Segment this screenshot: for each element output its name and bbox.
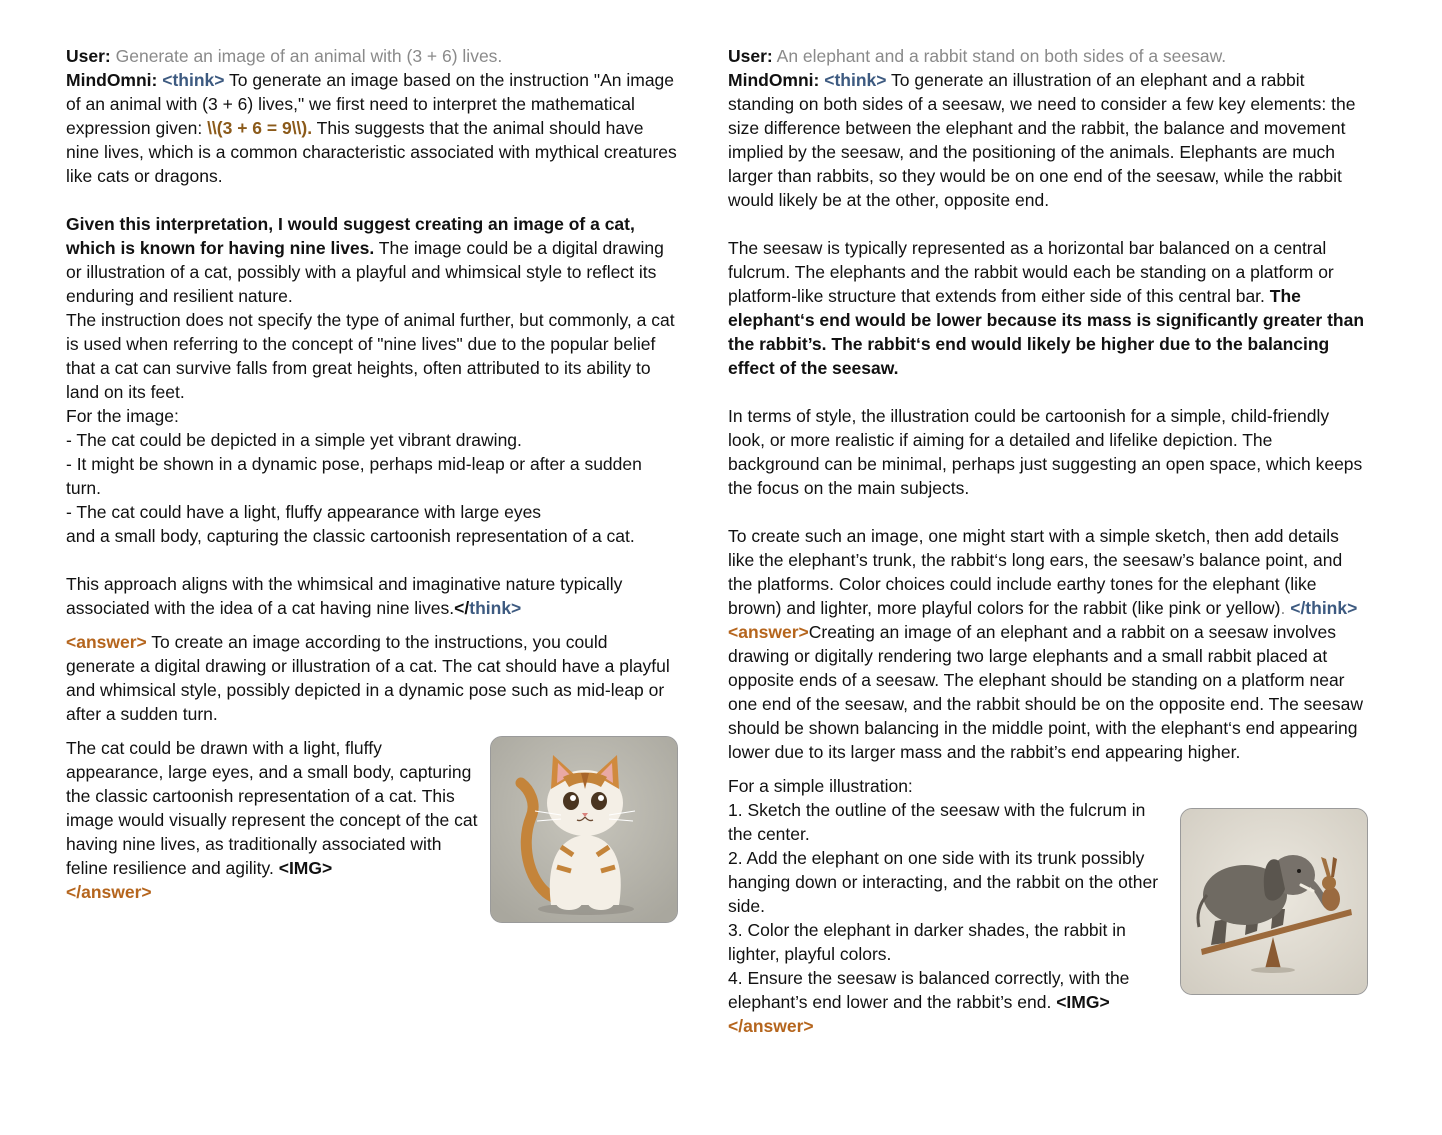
step-2: 2. Add the elephant on one side with its trunk possibly hanging down or interacting, and the rabbit on the other side. xyxy=(728,848,1159,916)
think-open-tag: <think> xyxy=(824,70,887,90)
think-close-tag: </think> xyxy=(1290,598,1358,618)
answer-paragraph-1: <answer> To create an image according to the instructions, you could generate a digital drawing or illustration of a cat. The cat should have a playful and whimsical style, possibly depicted in a dynamic pose such as mid-leap or after a sudden turn. xyxy=(66,632,670,724)
cat-image xyxy=(490,736,678,923)
answer-open-tag: <answer> xyxy=(66,632,147,652)
left-example xyxy=(66,44,678,923)
bold-physics: The elephant‘s end would be lower because its mass is significantly greater than the rabbit’s. The rabbit‘s end would likely be higher due to the balancing effect of the seesaw. xyxy=(728,286,1365,378)
user-prompt: Generate an image of an animal with (3 + 6) lives. xyxy=(115,46,503,66)
answer-open-tag: <answer> xyxy=(728,622,809,642)
for-image-label: For the image: xyxy=(66,406,179,426)
step-1: 1. Sketch the outline of the seesaw with the fulcrum in the center. xyxy=(728,800,1146,844)
think-close-tag: think> xyxy=(469,598,522,618)
bullet-2: - It might be shown in a dynamic pose, perhaps mid-leap or after a sudden turn. xyxy=(66,454,642,498)
step-4: 4. Ensure the seesaw is balanced correctly, with the elephant’s end lower and the rabbit’s end. <IMG> </answer> xyxy=(728,968,1130,1036)
answer-paragraph-2: The cat could be drawn with a light, fluffy appearance, large eyes, and a small body, capturing the classic cartoonish representation of a cat. This image would visually represent the concept of the cat having nine lives, as traditionally associated with feline resilience and agility. <IMG> </answer> xyxy=(66,738,478,902)
bullet-3a: - The cat could have a light, fluffy appearance with large eyes xyxy=(66,502,542,522)
elephant-rabbit-image xyxy=(1180,808,1368,995)
think-paragraph-3: The instruction does not specify the type of animal further, but commonly, a cat is used when referring to the concept of "nine lives" due to the popular belief that a cat can survive falls from great heights, often attributed to its ability to land on its feet. xyxy=(66,310,675,402)
answer-paragraph-1: <answer>Creating an image of an elephant and a rabbit on a seesaw involves drawing or digitally rendering two large elephants and a small rabbit placed at opposite ends of a seesaw. The elephant should be standing on a platform near one end of the seesaw, and the rabbit should be on the opposite end. The seesaw should be shown balancing in the middle point, with the elephant‘s end appearing lower due to its larger mass and the rabbit’s end appearing higher. xyxy=(728,622,1364,762)
think-paragraph-1: MindOmni: <think> To generate an image based on the instruction "An image of an animal with (3 + 6) lives," we first need to interpret the mathematical expression given: \\(3 + 6 = 9\\). This suggests that the animal should have nine lives, which is a common characteristic associated with mythical creatures like cats or dragons. xyxy=(66,70,677,186)
bold-suggestion: Given this interpretation, I would suggest creating an image of a cat, which is known for having nine lives. xyxy=(66,214,635,258)
user-turn xyxy=(66,44,678,68)
think-paragraph-2: The seesaw is typically represented as a horizontal bar balanced on a central fulcrum. The elephants and the rabbit would each be standing on a platform or platform-like structure that extends from either side of this central bar. The elephant‘s end would be lower because its mass is significantly greater than the rabbit’s. The rabbit‘s end would likely be higher due to the balancing effect of the seesaw. xyxy=(728,238,1365,378)
img-token: <IMG> xyxy=(1056,992,1110,1012)
user-label: User: xyxy=(728,46,773,66)
think-paragraph-2: Given this interpretation, I would suggest creating an image of a cat, which is known for having nine lives. The image could be a digital drawing or illustration of a cat, possibly with a playful and whimsical style to reflect its enduring and resilient nature. xyxy=(66,214,664,306)
answer-close-tag: </answer> xyxy=(66,882,152,902)
think-open-tag: <think> xyxy=(162,70,225,90)
bullet-1: - The cat could be depicted in a simple yet vibrant drawing. xyxy=(66,430,522,450)
img-token: <IMG> xyxy=(278,858,333,878)
step-3: 3. Color the elephant in darker shades, the rabbit in lighter, playful colors. xyxy=(728,920,1126,964)
think-paragraph-1: MindOmni: <think> To generate an illustration of an elephant and a rabbit standing on both sides of a seesaw, we need to consider a few key elements: the size difference between the elephant and the rabbit, the balance and movement implied by the seesaw, and the positioning of the animals. Elephants are much larger than rabbits, so they would be on one end of the seesaw, while the rabbit would likely be at the other, opposite end. xyxy=(728,70,1356,210)
think-paragraph-4: To create such an image, one might start with a simple sketch, then add details like the elephant’s trunk, the rabbit‘s long ears, the seesaw’s balance point, and the platforms. Color choices could include earthy tones for the elephant (like brown) and lighter, more playful colors for the rabbit (like pink or yellow). </think> xyxy=(728,526,1358,618)
think-closing: This approach aligns with the whimsical and imaginative nature typically associated with the idea of a cat having nine lives.</think> xyxy=(66,574,623,618)
user-prompt: An elephant and a rabbit stand on both sides of a seesaw. xyxy=(776,46,1227,66)
think-paragraph-3: In terms of style, the illustration could be cartoonish for a simple, child-friendly look, or more realistic if aiming for a detailed and lifelike depiction. The background can be minimal, perhaps just suggesting an open space, which keeps the focus on the main subjects. xyxy=(728,406,1363,498)
answer-close-tag: </answer> xyxy=(728,1016,814,1036)
right-example xyxy=(728,44,1368,1038)
user-turn xyxy=(728,44,1368,68)
simple-illustration-label: For a simple illustration: xyxy=(728,776,913,796)
bullet-3b: and a small body, capturing the classic cartoonish representation of a cat. xyxy=(66,526,635,546)
assistant-label: MindOmni: xyxy=(728,70,820,90)
user-label: User: xyxy=(66,46,111,66)
math-expression: \\(3 + 6 = 9\\). xyxy=(207,118,313,138)
assistant-label: MindOmni: xyxy=(66,70,158,90)
